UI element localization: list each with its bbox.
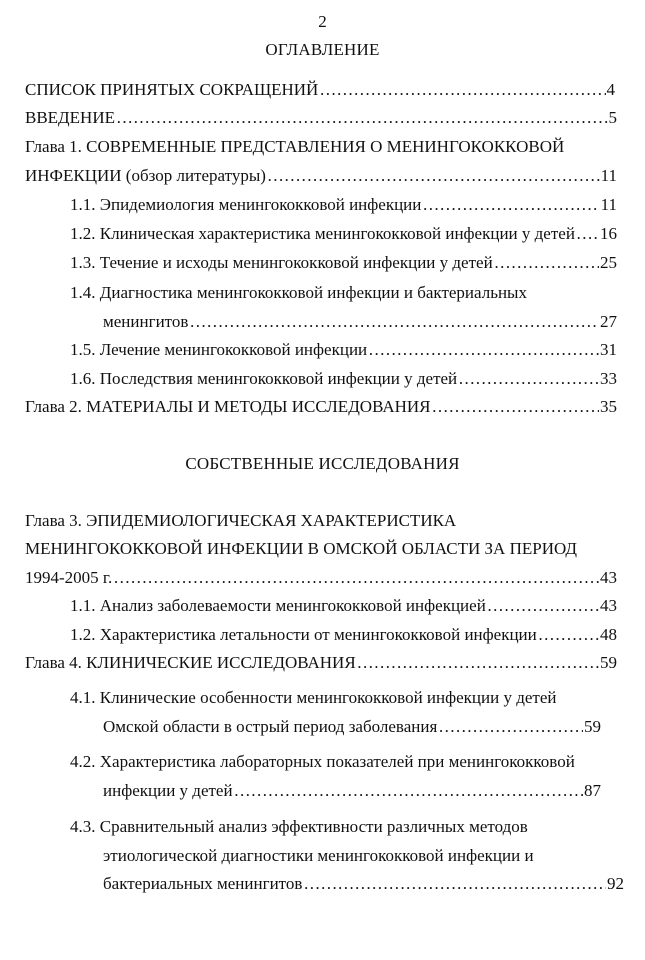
- toc-entry-section-1-4: [103, 312, 617, 332]
- toc-entry-page: 48: [600, 625, 617, 644]
- toc-entry-page: 43: [600, 568, 617, 587]
- dot-leader: [458, 369, 599, 389]
- dot-leader: [368, 340, 599, 360]
- toc-entry-text: ВВЕДЕНИЕ: [25, 108, 115, 127]
- toc-entry-chapter-1: [25, 166, 617, 186]
- toc-entry-text: 1.6. Последствия менингококковой инфекции у детей: [70, 369, 458, 388]
- dot-leader: [576, 224, 599, 244]
- toc-entry-page: 92: [607, 874, 624, 893]
- toc-entry-page: 59: [584, 717, 601, 736]
- toc-entry-page: 33: [600, 369, 617, 388]
- toc-entry-section-1-6: [70, 369, 617, 389]
- toc-entry-text: Глава 4. КЛИНИЧЕСКИЕ ИССЛЕДОВАНИЯ: [25, 653, 356, 672]
- toc-entry-text: менингитов: [103, 312, 189, 331]
- toc-entry-section-4-3-line1: 4.3. Сравнительный анализ эффективности различных методов: [70, 817, 528, 836]
- toc-entry-chapter-1-line1: Глава 1. СОВРЕМЕННЫЕ ПРЕДСТАВЛЕНИЯ О МЕНИНГОКОККОВОЙ: [25, 137, 565, 156]
- toc-entry-page: 27: [600, 312, 617, 331]
- toc-entry-chapter-3: [25, 568, 617, 588]
- toc-entry-page: 87: [584, 781, 601, 800]
- dot-leader: [438, 717, 583, 737]
- toc-entry-chapter-3-line2: МЕНИНГОКОККОВОЙ ИНФЕКЦИИ В ОМСКОЙ ОБЛАСТИ ЗА ПЕРИОД: [25, 539, 577, 558]
- section-heading: СОБСТВЕННЫЕ ИССЛЕДОВАНИЯ: [185, 454, 460, 473]
- dot-leader: [113, 568, 599, 588]
- dot-leader: [319, 80, 605, 100]
- toc-entry-section-1-5: [70, 340, 617, 360]
- toc-entry-section-4-1-line1: 4.1. Клинические особенности менингококковой инфекции у детей: [70, 688, 557, 707]
- toc-entry-page: 59: [600, 653, 617, 672]
- toc-entry-text: 1.3. Течение и исходы менингококковой инфекции у детей: [70, 253, 493, 272]
- toc-entry-page: 25: [600, 253, 617, 272]
- toc-entry-chapter-2: [25, 397, 617, 417]
- toc-entry-text: бактериальных менингитов: [103, 874, 303, 893]
- dot-leader: [422, 195, 599, 215]
- toc-entry-text: Омской области в острый период заболевания: [103, 717, 438, 736]
- toc-entry-chapter-4: [25, 653, 617, 673]
- toc-entry-text: 1994-2005 г.: [25, 568, 113, 587]
- toc-entry-text: инфекции у детей: [103, 781, 233, 800]
- toc-entry-section-4-1: [103, 717, 601, 737]
- dot-leader: [234, 781, 583, 801]
- dot-leader: [538, 625, 599, 645]
- toc-entry-page: 4: [606, 80, 615, 99]
- toc-entry-page: 11: [600, 195, 617, 214]
- toc-entry-page: 5: [608, 108, 617, 127]
- dot-leader: [494, 253, 599, 273]
- toc-entry-section-1-3: [70, 253, 617, 273]
- toc-entry-section-1-1: [70, 195, 617, 215]
- toc-entry-text: Глава 2. МАТЕРИАЛЫ И МЕТОДЫ ИССЛЕДОВАНИЯ: [25, 397, 431, 416]
- toc-entry-section-4-2: [103, 781, 601, 801]
- dot-leader: [357, 653, 599, 673]
- toc-entry-section-1-4-line1: 1.4. Диагностика менингококковой инфекции и бактериальных: [70, 283, 527, 302]
- toc-entry-text: СПИСОК ПРИНЯТЫХ СОКРАЩЕНИЙ: [25, 80, 319, 99]
- dot-leader: [487, 596, 599, 616]
- toc-entry-section-4-2-line1: 4.2. Характеристика лабораторных показателей при менингококковой: [70, 752, 575, 771]
- toc-entry-section-3-2: [70, 625, 617, 645]
- dot-leader: [303, 874, 606, 894]
- toc-entry-section-3-1: [70, 596, 617, 616]
- toc-entry-section-1-2: [70, 224, 617, 244]
- dot-leader: [267, 166, 600, 186]
- toc-entry-text: 1.2. Клиническая характеристика менингококковой инфекции у детей: [70, 224, 575, 243]
- toc-entry-section-4-3-line2: этиологической диагностики менингококковой инфекции и: [103, 846, 534, 865]
- toc-title: ОГЛАВЛЕНИЕ: [265, 40, 380, 59]
- toc-entry-abbreviations: [25, 80, 615, 100]
- toc-entry-text: 1.1. Эпидемиология менингококковой инфекции: [70, 195, 422, 214]
- toc-entry-page: 11: [600, 166, 617, 185]
- toc-entry-page: 16: [600, 224, 617, 243]
- toc-entry-text: ИНФЕКЦИИ (обзор литературы): [25, 166, 266, 185]
- dot-leader: [432, 397, 599, 417]
- toc-entry-text: 1.5. Лечение менингококковой инфекции: [70, 340, 368, 359]
- toc-entry-text: 1.2. Характеристика летальности от менингококковой инфекции: [70, 625, 537, 644]
- toc-entry-section-4-3: [103, 874, 624, 894]
- toc-entry-page: 31: [600, 340, 617, 359]
- toc-entry-page: 43: [600, 596, 617, 615]
- toc-entry-chapter-3-line1: Глава 3. ЭПИДЕМИОЛОГИЧЕСКАЯ ХАРАКТЕРИСТИКА: [25, 511, 457, 530]
- dot-leader: [189, 312, 599, 332]
- dot-leader: [116, 108, 608, 128]
- page-number: 2: [318, 12, 327, 31]
- toc-entry-page: 35: [600, 397, 617, 416]
- toc-entry-introduction: [25, 108, 617, 128]
- toc-entry-text: 1.1. Анализ заболеваемости менингококковой инфекцией: [70, 596, 486, 615]
